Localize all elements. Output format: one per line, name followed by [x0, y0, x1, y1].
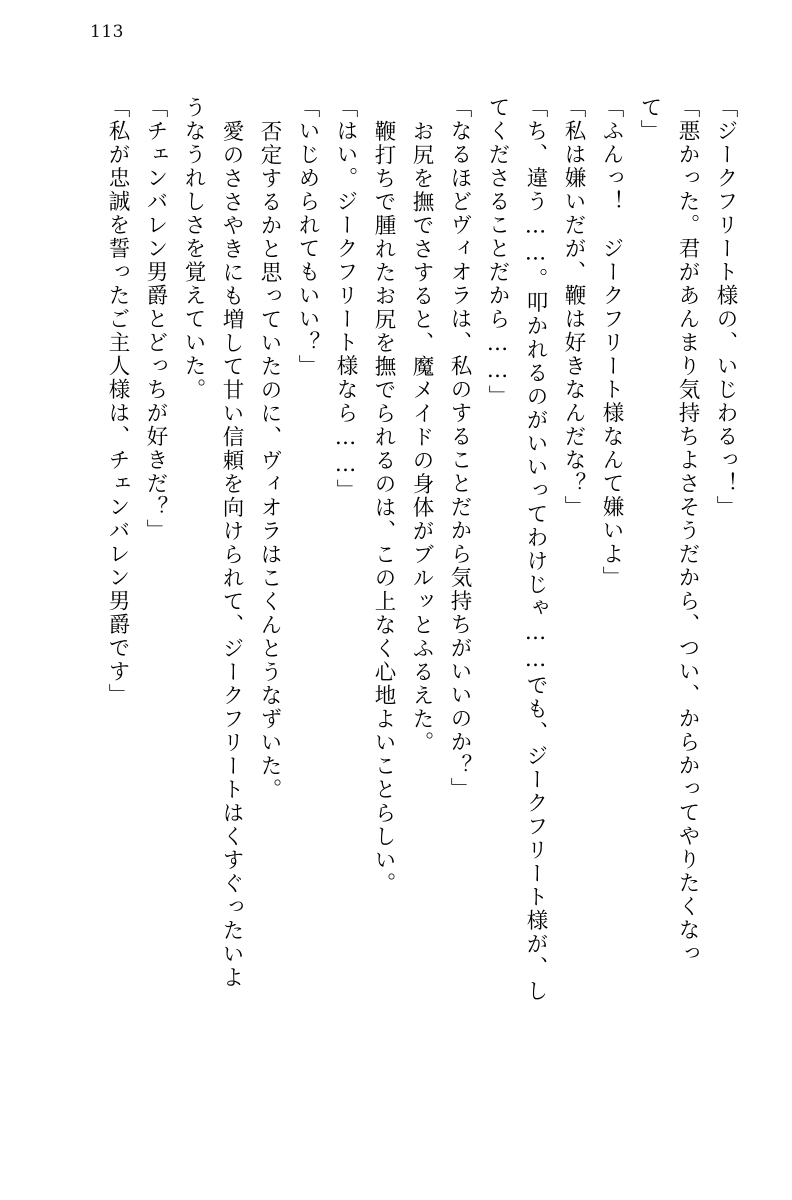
text-line: 「ジークフリート様の、いじわるっ！」	[713, 96, 738, 519]
text-line: 「ふんっ！ ジークフリート様なんて嫌いよ」	[599, 96, 624, 590]
text-line: お尻を撫でさすると、魔メイドの身体がブルッとふるえた。	[409, 120, 434, 755]
text-line: てくださることだから……」	[485, 96, 510, 409]
text-line: 「いじめられてもいい？」	[295, 96, 320, 378]
text-line: 「悪かった。君があんまり気持ちよさそうだから、つい、からかってやりたくなっ	[675, 96, 700, 966]
text-line: 「私が忠誠を誓ったご主人様は、チェンバレン男爵です」	[105, 96, 130, 707]
text-line: 「チェンバレン男爵とどっちが好きだ？」	[143, 96, 168, 543]
page-number: 113	[90, 22, 124, 42]
text-line: て」	[637, 96, 662, 143]
text-line: 鞭打ちで腫れたお尻を撫でられるのは、この上なく心地よいことらしい。	[371, 120, 396, 896]
text-line: 「ち、違う……。叩かれるのがいいってわけじゃ……でも、ジークフリート様が、し	[523, 96, 548, 1003]
text-line: 「なるほどヴィオラは、私のすることだから気持ちがいいのか？」	[447, 96, 472, 801]
body-text-block	[56, 96, 736, 1156]
text-line: 否定するかと思っていたのに、ヴィオラはこくんとうなずいた。	[257, 120, 282, 802]
text-line: 「私は嫌いだが、鞭は好きなんだな？」	[561, 96, 586, 519]
text-line: 愛のささやきにも増して甘い信頼を向けられて、ジークフリートはくすぐったいよ	[219, 120, 244, 990]
text-line: うなうれしさを覚えていた。	[181, 96, 206, 402]
text-line: 「はい。ジークフリート様なら……」	[333, 96, 358, 503]
